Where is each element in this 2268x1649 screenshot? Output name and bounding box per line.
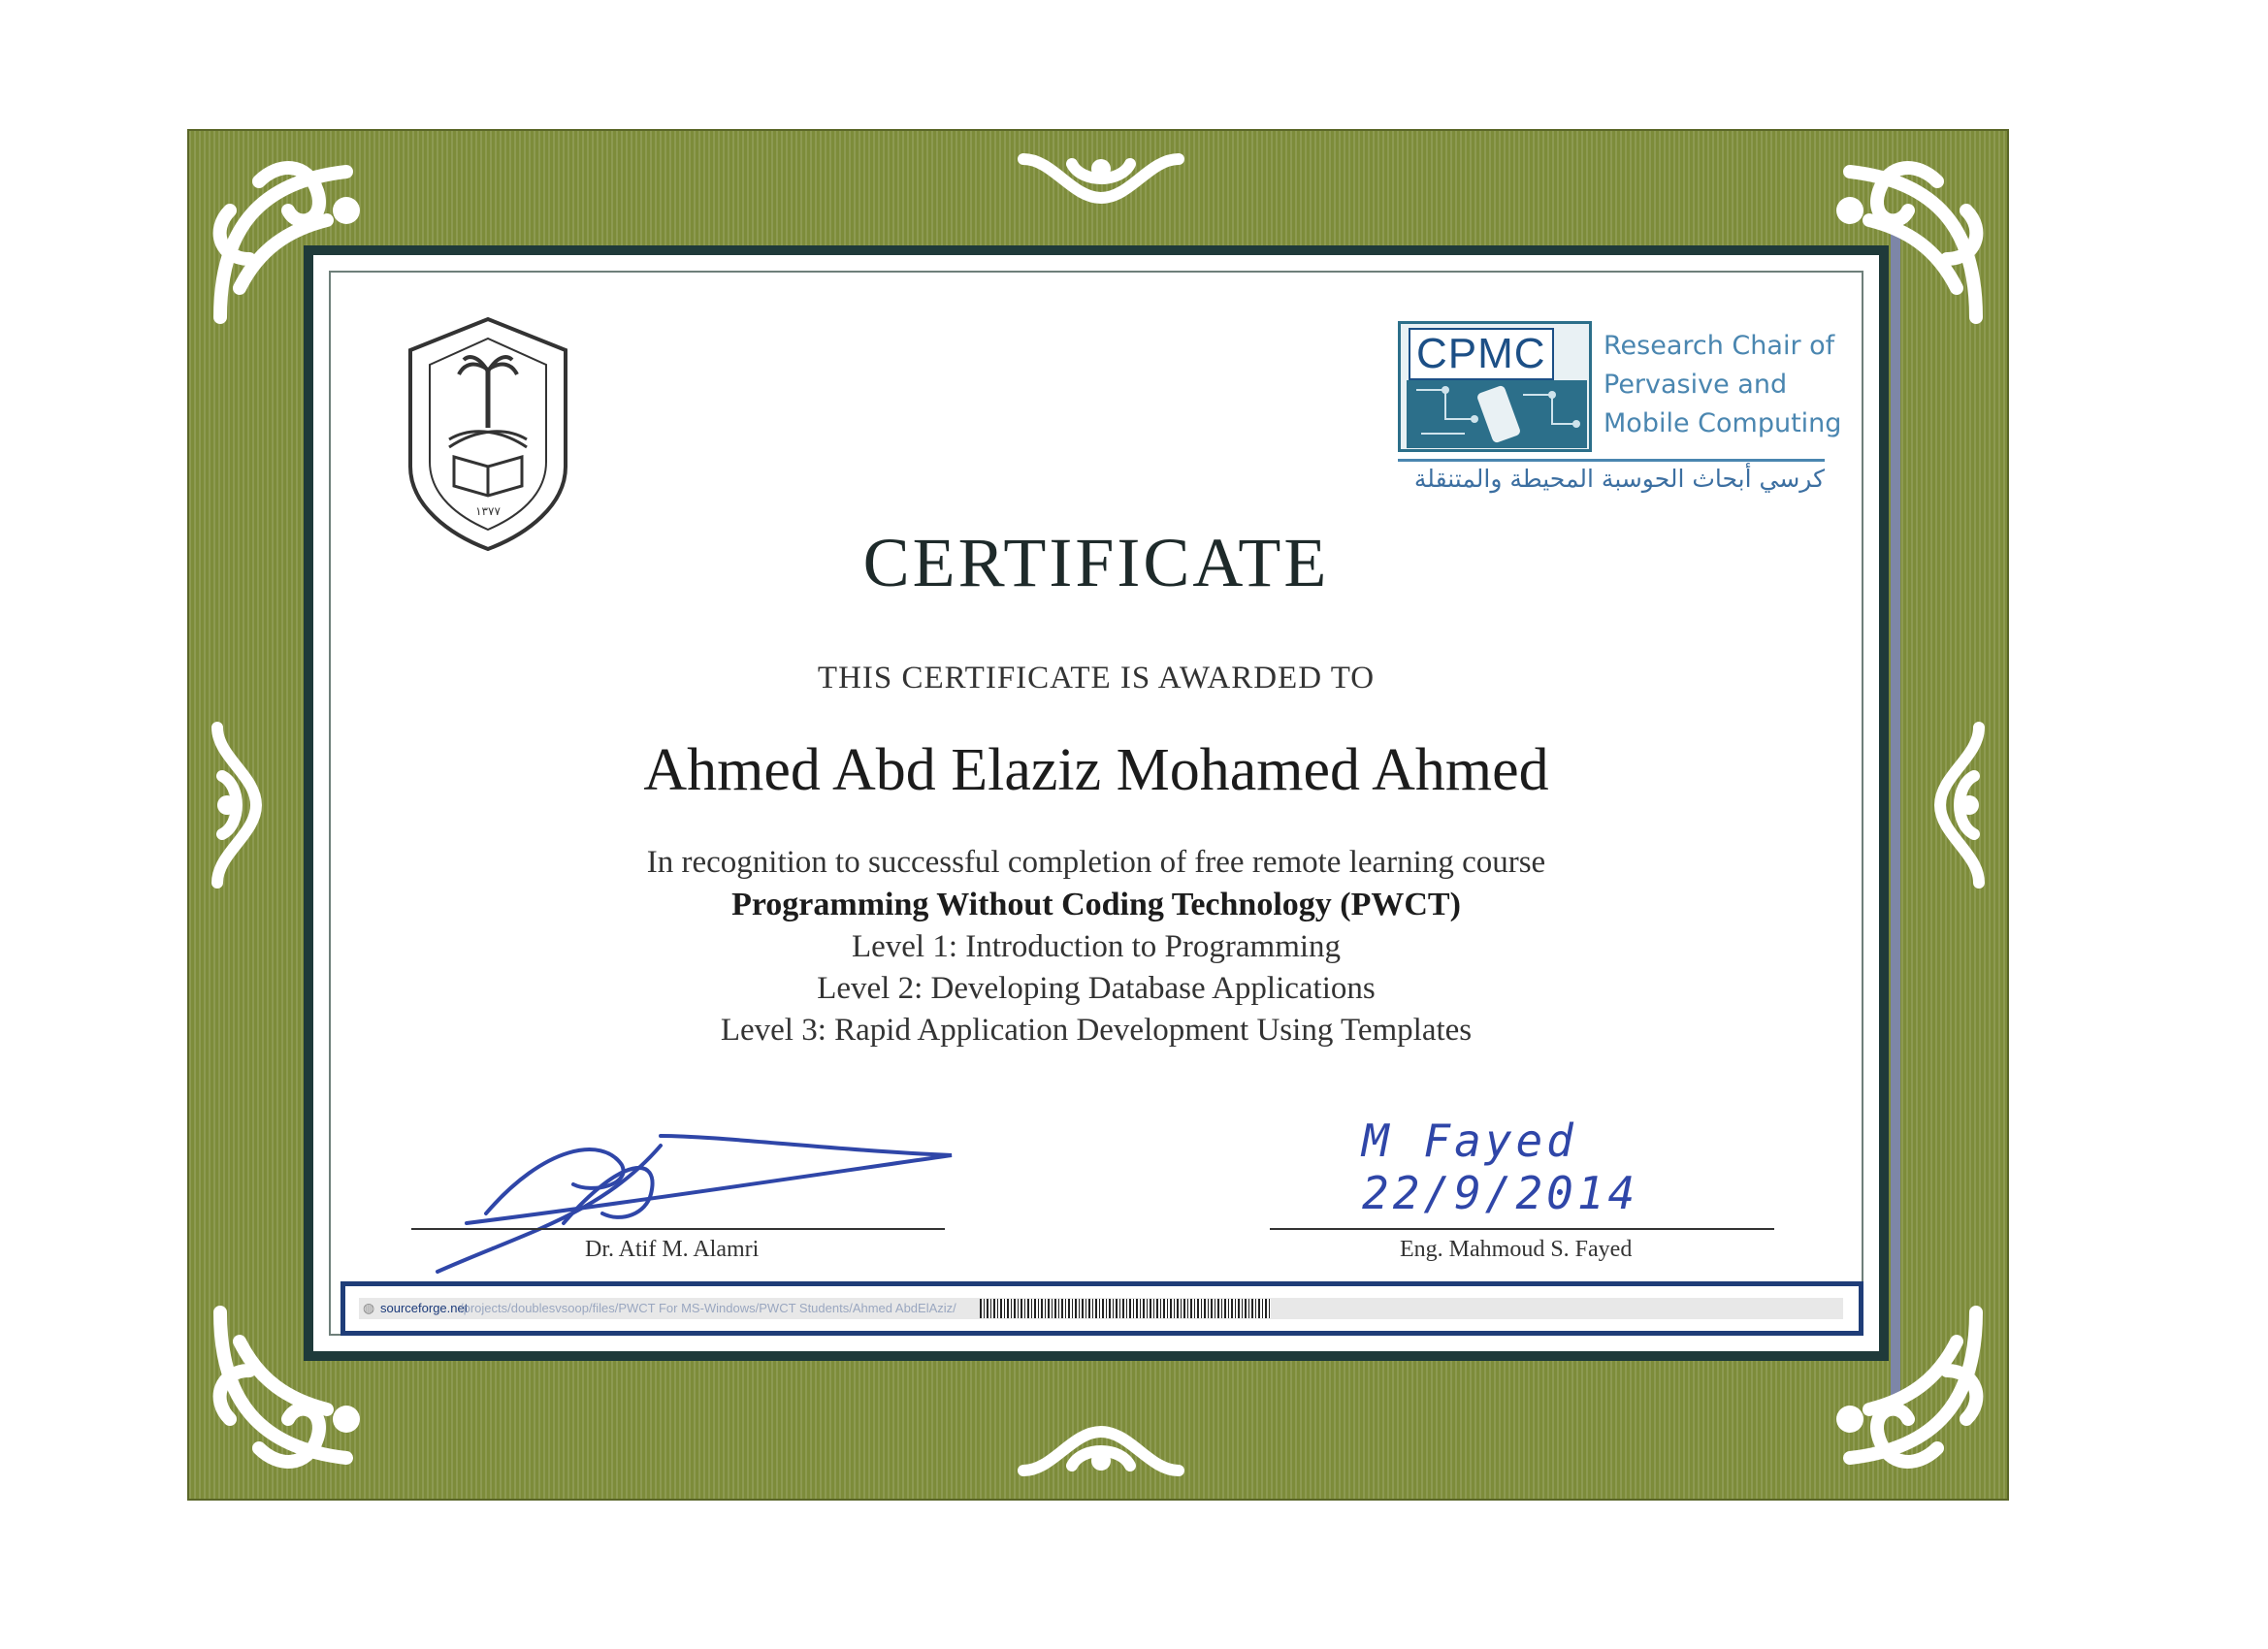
course-level: Level 2: Developing Database Applications <box>817 971 1376 1006</box>
handwritten-signature-name: M Fayed <box>1362 1115 1577 1167</box>
recipient-name: Ahmed Abd Elaziz Mohamed Ahmed <box>643 737 1549 803</box>
circuit-phone-icon <box>1407 380 1587 448</box>
url-field <box>359 1298 1843 1319</box>
ksu-year-arabic: ١٣٧٧ <box>475 504 501 518</box>
scroll-ornament-icon <box>1014 145 1188 212</box>
cpmc-logo-box <box>1398 321 1592 452</box>
awarded-to-label: THIS CERTIFICATE IS AWARDED TO <box>817 661 1376 695</box>
url-bar <box>340 1281 1863 1336</box>
frame-rail <box>1891 218 1900 1411</box>
course-level: Level 3: Rapid Application Development Using Templates <box>720 1013 1473 1048</box>
cpmc-divider <box>1398 459 1825 462</box>
signer-right-name: Eng. Mahmoud S. Fayed <box>1400 1237 1633 1262</box>
certificate-inner-border <box>304 245 1889 1361</box>
url-path: /projects/doublesvsoop/files/PWCT For MS-Windows/PWCT Students/Ahmed AbdElAziz/ <box>460 1301 956 1315</box>
scroll-ornament-icon <box>203 718 271 892</box>
cpmc-abbr: CPMC <box>1409 328 1554 380</box>
course-level: Level 1: Introduction to Programming <box>851 929 1342 964</box>
handwritten-signature-date: 22/9/2014 <box>1362 1167 1639 1219</box>
cpmc-arabic-name: كرسي أبحاث الحوسبة المحيطة والمتنقلة <box>1413 465 1825 493</box>
scroll-ornament-icon <box>1926 718 1993 892</box>
signer-left-name: Dr. Atif M. Alamri <box>585 1237 760 1262</box>
course-title: Programming Without Coding Technology (PWCT) <box>731 887 1461 922</box>
cpmc-name-line: Mobile Computing <box>1604 408 1842 438</box>
cpmc-name-line: Research Chair of <box>1604 331 1835 361</box>
cpmc-logo <box>1398 321 1842 505</box>
scroll-ornament-icon <box>1014 1417 1188 1485</box>
recognition-text: In recognition to successful completion of free remote learning course <box>646 845 1546 880</box>
signature-line-left <box>411 1228 945 1230</box>
certificate-title: CERTIFICATE <box>862 524 1330 601</box>
certificate-body <box>329 271 1863 1336</box>
signature-line-right <box>1270 1228 1774 1230</box>
cpmc-name-line: Pervasive and <box>1604 370 1788 400</box>
globe-icon: ◍ <box>363 1301 375 1316</box>
ksu-logo <box>381 311 595 554</box>
barcode-icon <box>980 1299 1271 1318</box>
cpmc-full-name <box>1604 327 1842 443</box>
url-host: sourceforge.net <box>380 1301 469 1315</box>
